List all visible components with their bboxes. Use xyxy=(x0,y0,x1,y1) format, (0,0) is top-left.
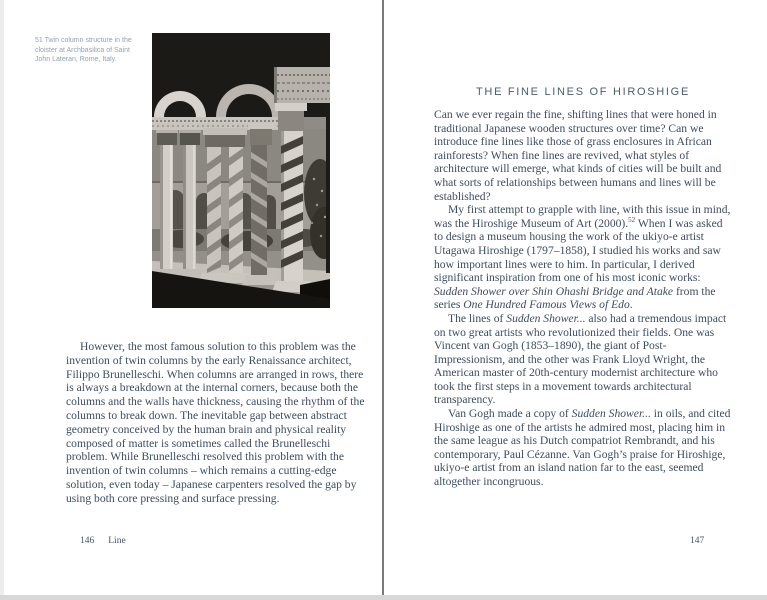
paragraph-fine-lines: Can we ever regain the fine, shifting lines that were honed in traditional Japanese wooden structures over time? Can we introduce fine lines like those of grass enclosures in African rainforests? When fine lines are revived, what styles of architecture will emerge, what kinds of cities will be built and what sorts of relationships between humans and lines will be established? xyxy=(434,108,722,203)
series-title: One Hundred Famous Views of Edo xyxy=(463,298,630,312)
page-gutter-line xyxy=(382,0,384,595)
text-segment: My first attempt to grapple with line, with this issue in mind, was the Hiroshige Museum of Art (2000). xyxy=(434,203,731,230)
chapter-title: Line xyxy=(108,536,126,546)
right-page-number: 147 xyxy=(690,536,705,546)
text-segment: also had a tremendous impact on two great artists who revolutionized their fields. One was Vincent van Gogh (1853–1890), the giant of Post-Impressionism, and the other was Frank Lloyd Wright, the American master of 20th-century modernist architecture who took the first steps in a movement towards architectural transparency. xyxy=(434,311,727,407)
page-edge-shading xyxy=(0,0,4,595)
left-page-body xyxy=(66,340,366,506)
paragraph-van-gogh xyxy=(434,407,732,489)
figure-caption: 51 Twin column structure in the cloister at Archbasilica of Saint John Lateran, Rome, Italy. xyxy=(35,37,132,63)
text-segment: The lines of xyxy=(448,311,507,325)
text-segment: Van Gogh made a copy of xyxy=(448,407,572,421)
right-page-footer xyxy=(690,536,704,546)
text-segment: from the series xyxy=(434,284,716,312)
paragraph-two-artists xyxy=(434,312,732,407)
paragraph-brunelleschi: However, the most famous solution to this problem was the invention of twin columns by the early Renaissance architect, Filippo Brunelleschi. When columns are arranged in rows, there is always a breakdown at the internal corners, because both the columns and the walls have thickness, causing the rhythm of the columns to break down. The inevitable gap between abstract geometry conceived by the human brain and physical reality composed of matter is sometimes called the Brunelleschi problem. While Brunelleschi resolved this problem with the invention of twin columns – which remains a cutting-edge solution, even today – Japanese carpenters resolved the gap by using both core pressing and surface pressing. xyxy=(66,340,365,505)
artwork-title: Sudden Shower over Shin Ohashi Bridge and Atake xyxy=(434,284,674,298)
section-heading: THE FINE LINES OF HIROSHIGE xyxy=(476,86,690,98)
artwork-title: Sudden Shower... xyxy=(506,311,586,325)
text-segment: in oils, and cited Hiroshige as one of the artists he admired most, placing him in the same league as his Dutch compatriot Rembrandt, and his contemporary, Paul Cézanne. Van Gogh’s praise for Hiroshige, ukiyo-e artist from an island nation far to the east, seemed altogether incongruous. xyxy=(434,407,731,489)
cloister-photo xyxy=(152,33,330,308)
paragraph-hiroshige-museum xyxy=(434,203,732,312)
footnote-marker: 52 xyxy=(628,215,636,224)
cloister-photo-illustration xyxy=(152,33,330,308)
text-segment: . xyxy=(629,298,633,312)
artwork-title: Sudden Shower... xyxy=(571,407,651,421)
right-page-body xyxy=(434,108,732,489)
text-segment: When I was asked to design a museum housing the work of the ukiyo-e artist Utagawa Hiroshige (1797–1858), I studied his works and saw how important lines were to him. In particular, I derived significant inspiration from one of his most iconic works: xyxy=(434,216,723,285)
left-page-footer xyxy=(80,536,126,546)
left-page-number: 146 xyxy=(80,536,95,546)
